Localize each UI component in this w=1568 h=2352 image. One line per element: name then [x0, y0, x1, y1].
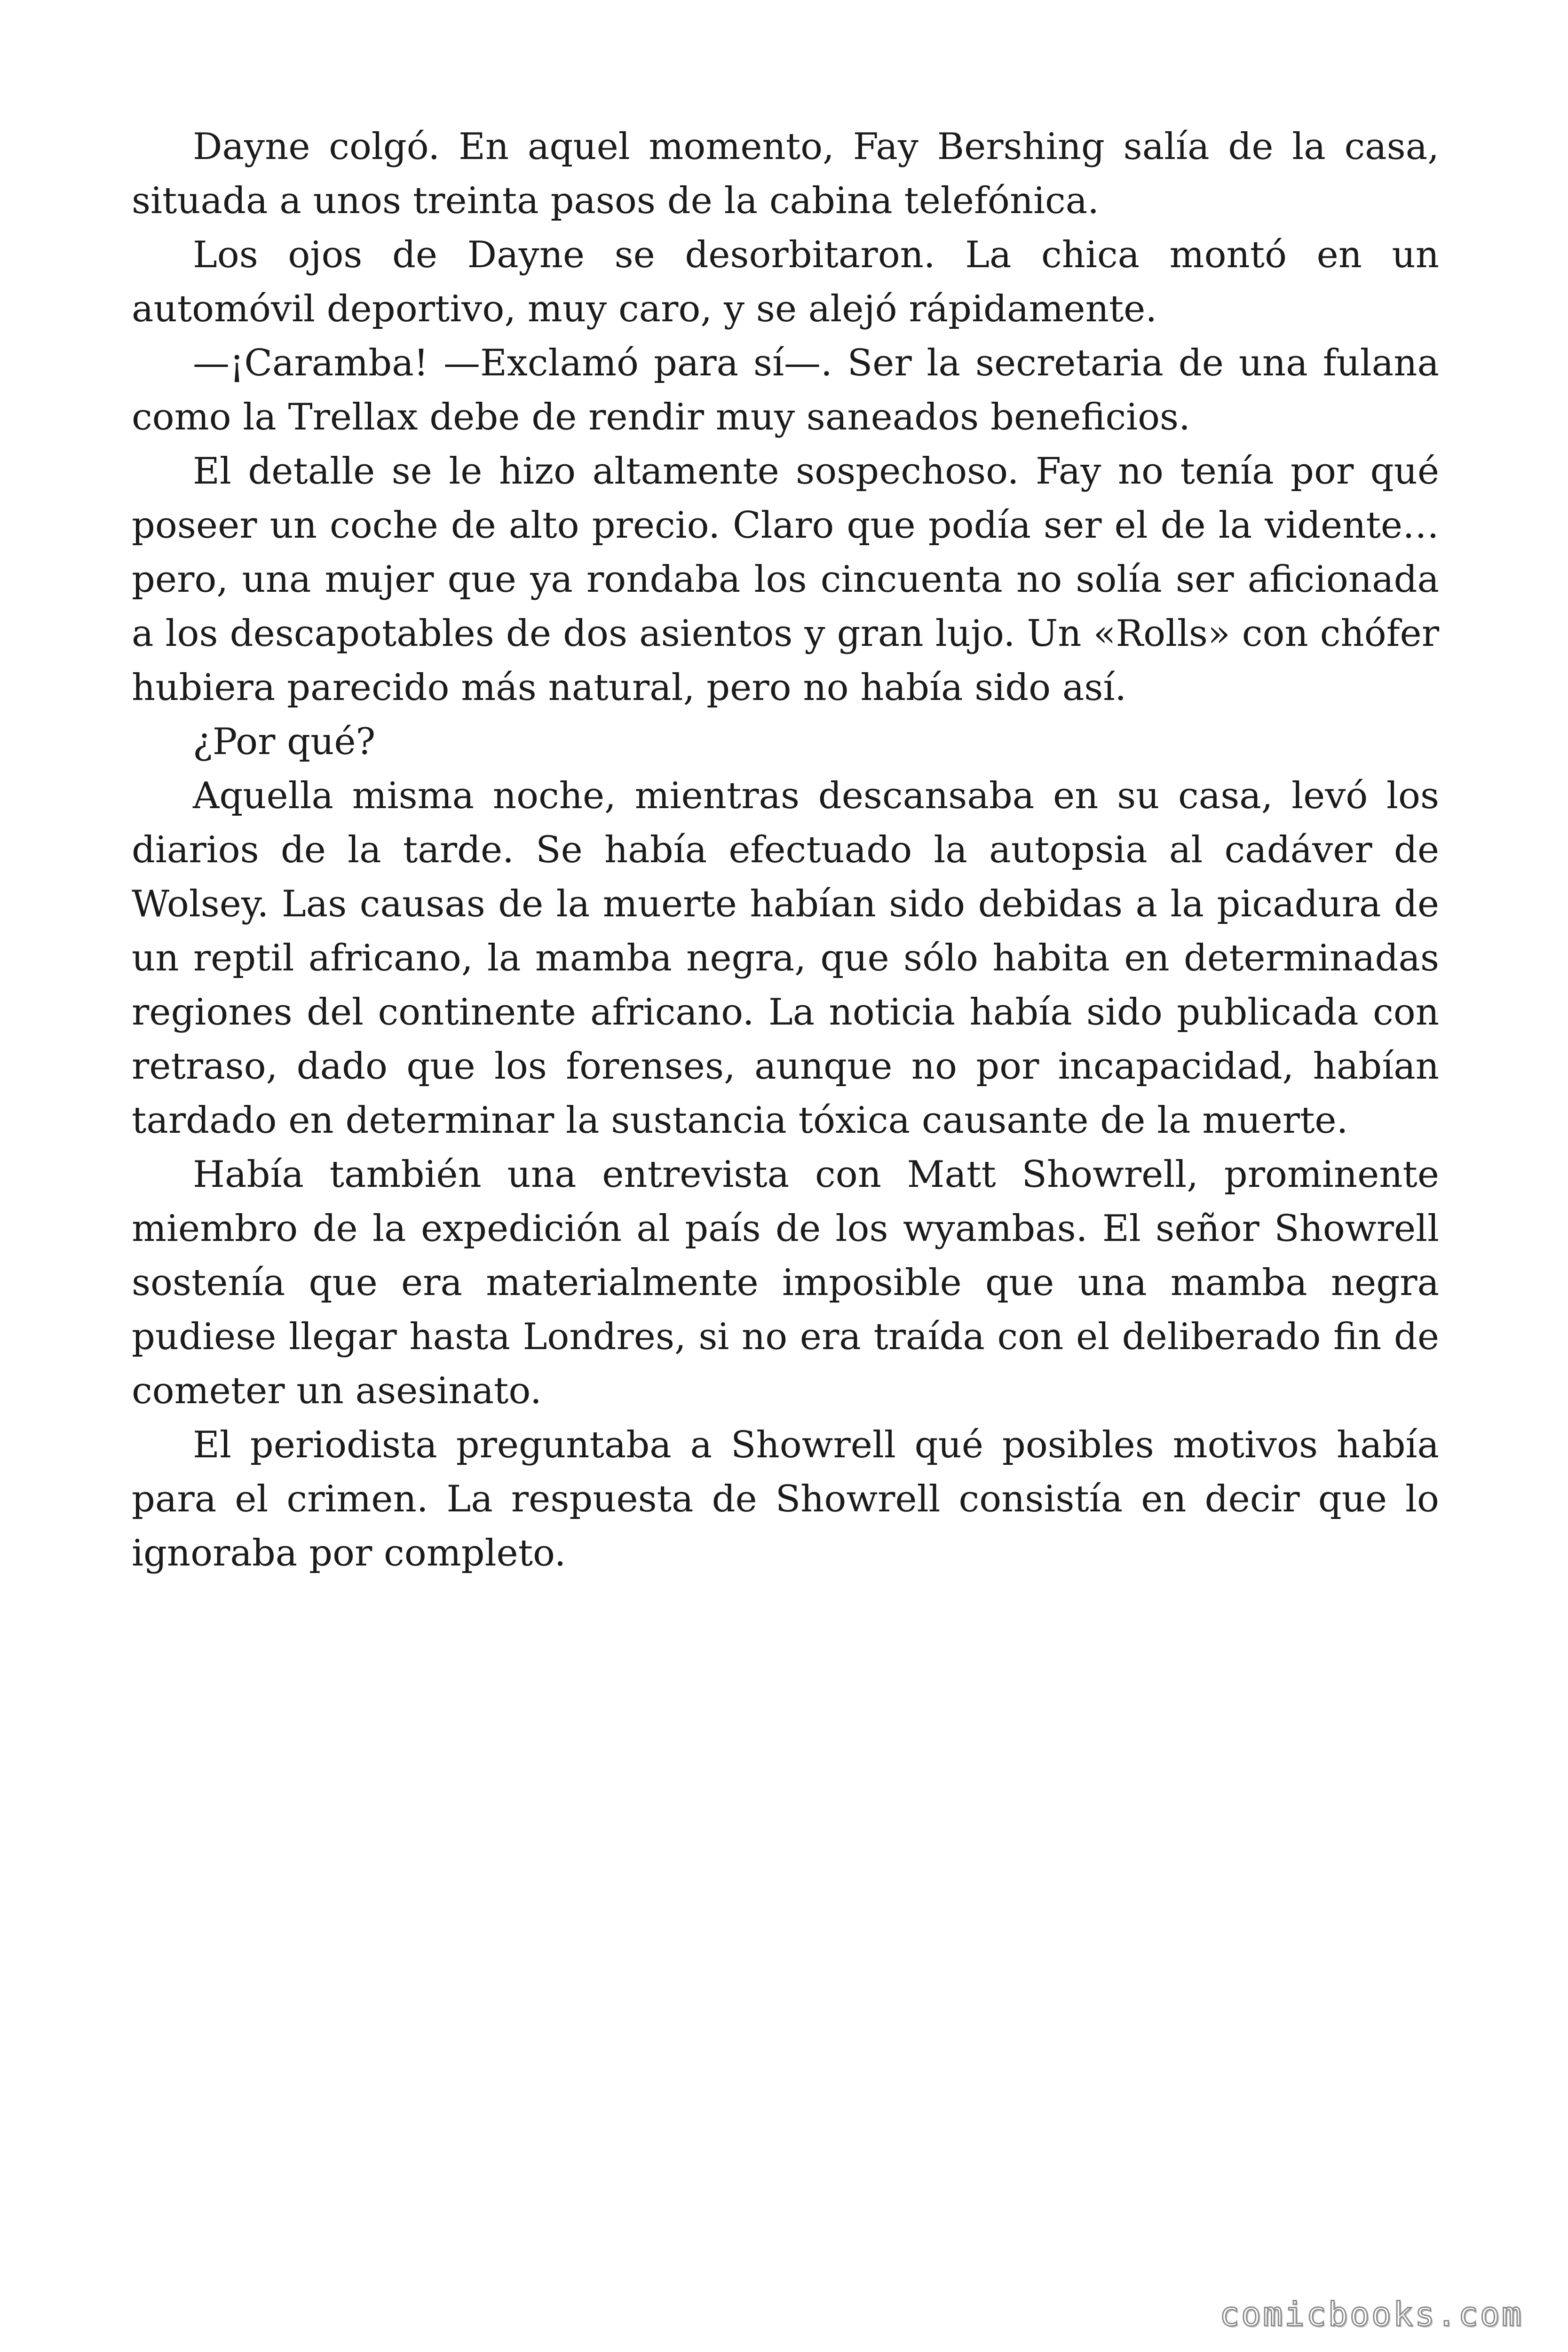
paragraph-8: El periodista preguntaba a Showrell qué posibles motivos había para el crimen. La respuesta de Showrell consistía en decir que lo ignoraba por completo.: [132, 1424, 1439, 1574]
paragraph-4: El detalle se le hizo altamente sospechoso. Fay no tenía por qué poseer un coche de alto precio. Claro que podía ser el de la vidente… pero, una mujer que ya rondaba los cincuenta no solía ser aficionada a los descapotables de dos asientos y gran lujo. Un «Rolls» con chófer hubiera parecido más natural, pero no había sido así.: [132, 450, 1439, 709]
paragraph-2: Los ojos de Dayne se desorbitaron. La chica montó en un automóvil deportivo, muy caro, y se alejó rápidamente.: [132, 234, 1439, 330]
paragraph-1: Dayne colgó. En aquel momento, Fay Bershing salía de la casa, situada a unos treinta pasos de la cabina telefónica.: [132, 126, 1439, 222]
paragraph-3: —¡Caramba! —Exclamó para sí—. Ser la secretaria de una fulana como la Trellax debe de rendir muy saneados beneficios.: [132, 342, 1439, 438]
paragraph-5: ¿Por qué?: [193, 721, 376, 763]
body-text: [132, 120, 1439, 1581]
paragraph-6: Aquella misma noche, mientras descansaba en su casa, levó los diarios de la tarde. Se había efectuado la autopsia al cadáver de Wolsey. Las causas de la muerte habían sido debidas a la picadura de un reptil africano, la mamba negra, que sólo habita en determinadas regiones del continente africano. La noticia había sido publicada con retraso, dado que los forenses, aunque no por incapacidad, habían tardado en determinar la sustancia tóxica causante de la muerte.: [132, 775, 1439, 1142]
paragraph-7: Había también una entrevista con Matt Showrell, prominente miembro de la expedición al país de los wyambas. El señor Showrell sostenía que era materialmente imposible que una mamba negra pudiese llegar hasta Londres, si no era traída con el deliberado fin de cometer un asesinato.: [132, 1153, 1439, 1412]
watermark: comicbooks.com: [1219, 2295, 1523, 2334]
